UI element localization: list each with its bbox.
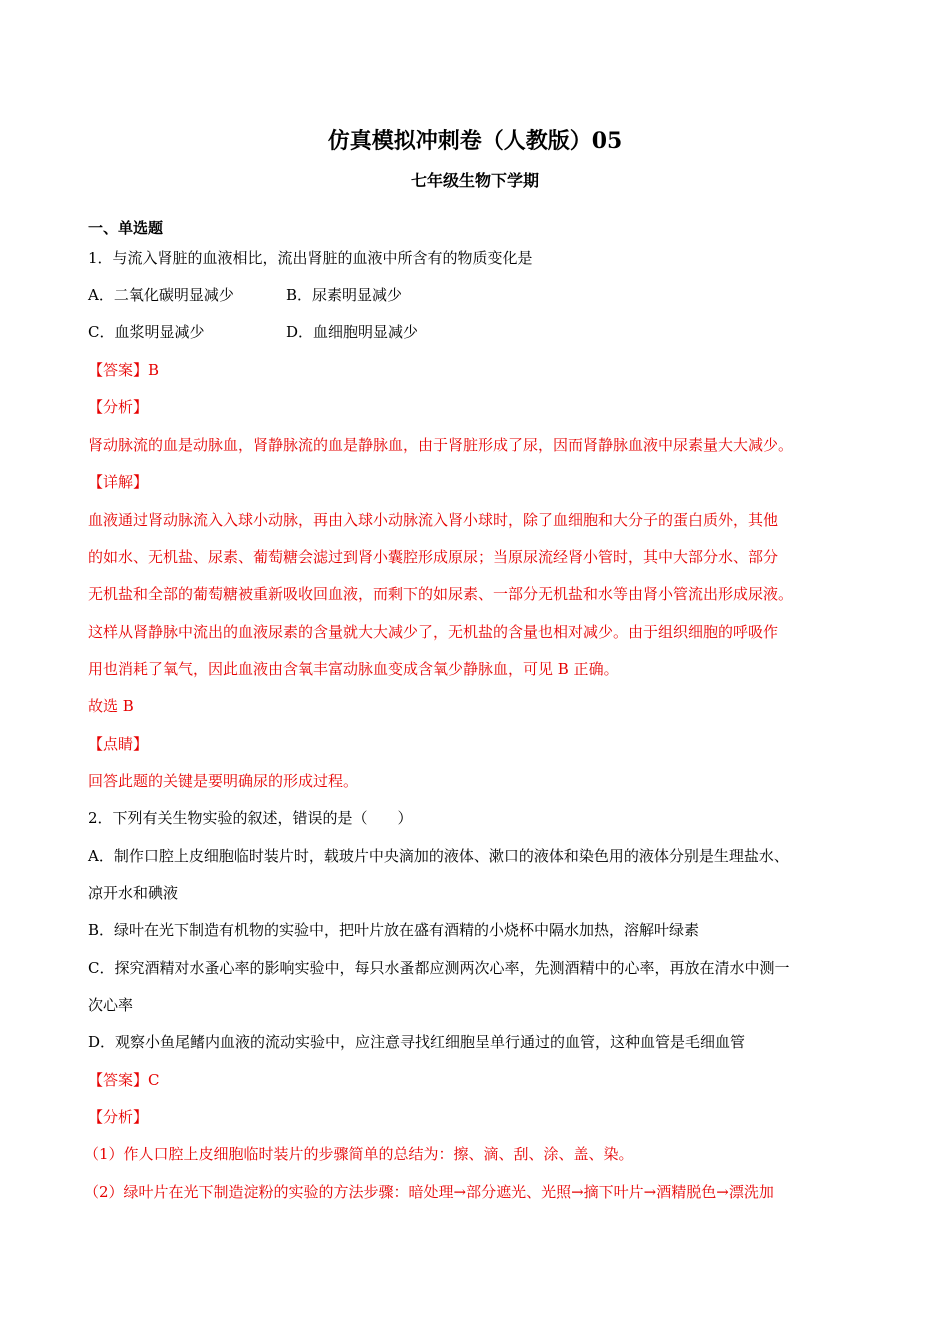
q1-detail-line: 的如水、无机盐、尿素、葡萄糖会滤过到肾小囊腔形成原尿；当原尿流经肾小管时，其中大部分水、部分 bbox=[88, 548, 779, 566]
q2-analysis-line: （1）作人口腔上皮细胞临时装片的步骤简单的总结为：擦、滴、刮、涂、盖、染。 bbox=[84, 1145, 634, 1163]
q1-detail-line: 这样从肾静脉中流出的血液尿素的含量就大大减少了，无机盐的含量也相对减少。由于组织细胞的呼吸作 bbox=[88, 623, 779, 641]
q1-answer: 【答案】B bbox=[88, 361, 160, 379]
q1-options-row2 bbox=[88, 321, 418, 343]
q1-point-label: 【点睛】 bbox=[88, 735, 149, 753]
page-subtitle: 七年级生物下学期 bbox=[410, 171, 539, 190]
q1-option-d: D．血细胞明显减少 bbox=[286, 323, 419, 341]
q1-analysis: 肾动脉流的血是动脉血，肾静脉流的血是静脉血，由于肾脏形成了尿，因而肾静脉血液中尿素量大大减少。 bbox=[88, 436, 794, 454]
q1-detail-line: 无机盐和全部的葡萄糖被重新吸收回血液，而剩下的如尿素、一部分无机盐和水等由肾小管流出形成尿液。 bbox=[88, 585, 794, 603]
q2-stem: 2．下列有关生物实验的叙述，错误的是（ ） bbox=[88, 809, 413, 827]
q1-option-c: C．血浆明显减少 bbox=[88, 323, 205, 341]
q2-analysis-line: （2）绿叶片在光下制造淀粉的实验的方法步骤：暗处理→部分遮光、光照→摘下叶片→酒精脱色→漂洗加 bbox=[84, 1183, 774, 1201]
q1-detail-line: 血液通过肾动脉流入入球小动脉，再由入球小动脉流入肾小球时，除了血细胞和大分子的蛋白质外，其他 bbox=[88, 511, 779, 529]
q1-stem: 1．与流入肾脏的血液相比，流出肾脏的血液中所含有的物质变化是 bbox=[88, 249, 533, 267]
q1-point: 回答此题的关键是要明确尿的形成过程。 bbox=[88, 772, 359, 790]
q2-option-c: C．探究酒精对水蚤心率的影响实验中，每只水蚤都应测两次心率，先测酒精中的心率，再放在清水中测一 bbox=[88, 959, 790, 977]
q1-option-a: A．二氧化碳明显减少 bbox=[88, 286, 234, 304]
q2-option-a: A．制作口腔上皮细胞临时装片时，载玻片中央滴加的液体、漱口的液体和染色用的液体分别是生理盐水、 bbox=[88, 847, 789, 865]
q1-option-b: B．尿素明显减少 bbox=[286, 286, 403, 304]
q2-answer: 【答案】C bbox=[88, 1071, 160, 1089]
q2-option-a-cont: 凉开水和碘液 bbox=[88, 884, 179, 902]
q2-option-b: B．绿叶在光下制造有机物的实验中，把叶片放在盛有酒精的小烧杯中隔水加热，溶解叶绿素 bbox=[88, 921, 700, 939]
q1-detail-line: 故选 B bbox=[88, 697, 134, 715]
q1-detail-line: 用也消耗了氧气，因此血液由含氧丰富动脉血变成含氧少静脉血，可见 B 正确。 bbox=[88, 660, 619, 678]
page-title: 仿真模拟冲刺卷（人教版）05 bbox=[327, 128, 623, 154]
q2-analysis-label: 【分析】 bbox=[88, 1108, 149, 1126]
q1-analysis-label: 【分析】 bbox=[88, 398, 149, 416]
q1-detail-label: 【详解】 bbox=[88, 473, 149, 491]
q1-options-row1 bbox=[88, 284, 402, 306]
section-heading: 一、单选题 bbox=[88, 219, 164, 237]
q2-option-d: D．观察小鱼尾鳍内血液的流动实验中，应注意寻找红细胞呈单行通过的血管，这种血管是毛细血管 bbox=[88, 1033, 746, 1051]
q2-option-c-cont: 次心率 bbox=[88, 996, 134, 1014]
